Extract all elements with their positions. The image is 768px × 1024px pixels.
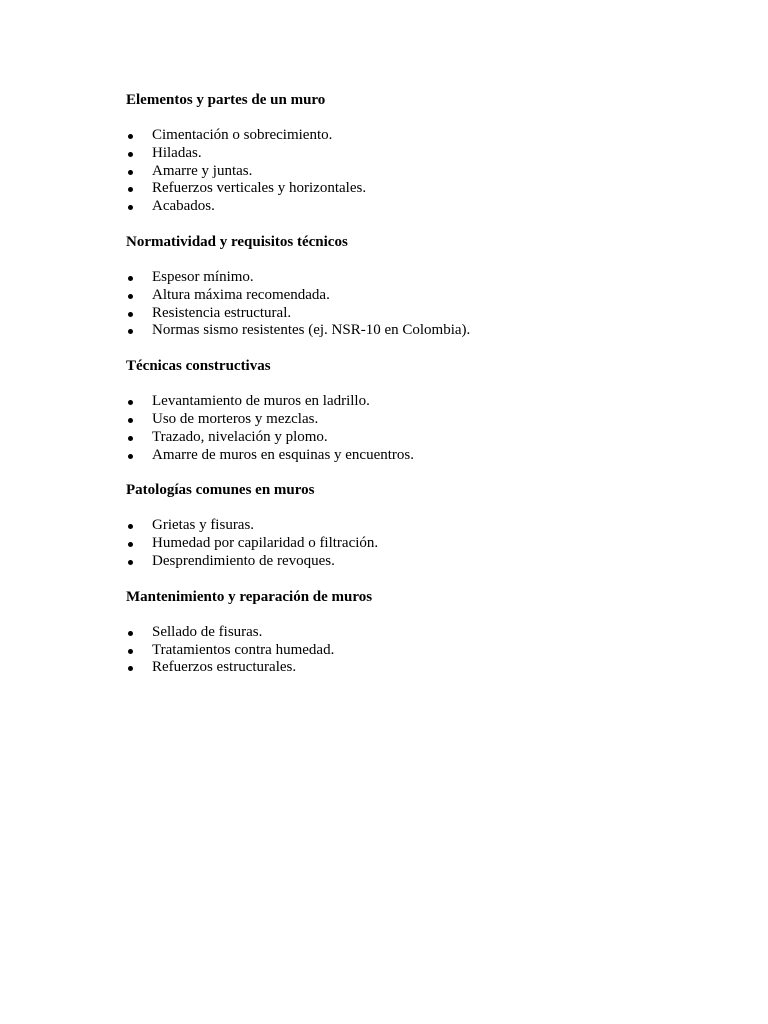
list-item-text: Normas sismo resistentes (ej. NSR-10 en Colombia). — [152, 322, 471, 339]
list-item-text: Acabados. — [152, 198, 215, 215]
list-item-text: Amarre de muros en esquinas y encuentros. — [152, 446, 415, 463]
bullet-icon — [128, 152, 133, 157]
list-item — [126, 180, 686, 198]
bullet-list — [126, 517, 686, 570]
list-item-text: Tratamientos contra humedad. — [152, 641, 335, 658]
list-item-text: Hiladas. — [152, 144, 202, 161]
list-item — [126, 447, 686, 465]
bullet-icon — [128, 560, 133, 565]
list-item-text: Altura máxima recomendada. — [152, 286, 330, 303]
list-item-text: Grietas y fisuras. — [152, 517, 255, 534]
bullet-icon — [128, 542, 133, 547]
section-patologias — [126, 481, 686, 570]
section-heading: Técnicas constructivas — [126, 358, 271, 375]
list-item — [126, 322, 686, 340]
list-item — [126, 659, 686, 677]
bullet-icon — [128, 666, 133, 671]
list-item-text: Refuerzos verticales y horizontales. — [152, 180, 367, 197]
bullet-icon — [128, 187, 133, 192]
list-item-text: Cimentación o sobrecimiento. — [152, 127, 333, 143]
list-item — [126, 393, 686, 411]
list-item-text: Uso de morteros y mezclas. — [152, 410, 319, 427]
section-heading: Mantenimiento y reparación de muros — [126, 588, 373, 605]
list-item-text: Trazado, nivelación y plomo. — [152, 428, 328, 445]
list-item — [126, 535, 686, 553]
list-item — [126, 145, 686, 163]
bullet-icon — [128, 631, 133, 636]
list-item-text: Espesor mínimo. — [152, 268, 254, 285]
bullet-icon — [128, 276, 133, 281]
list-item-text: Sellado de fisuras. — [152, 623, 263, 640]
list-item — [126, 642, 686, 660]
document-body — [126, 91, 686, 677]
section-normatividad — [126, 233, 686, 340]
list-item-text: Desprendimiento de revoques. — [152, 552, 335, 569]
bullet-list — [126, 624, 686, 677]
bullet-icon — [128, 294, 133, 299]
bullet-list — [126, 393, 686, 464]
list-item — [126, 287, 686, 305]
section-heading: Patologías comunes en muros — [126, 482, 315, 499]
list-item-text: Refuerzos estructurales. — [152, 659, 297, 676]
list-item — [126, 198, 686, 216]
bullet-icon — [128, 649, 133, 654]
section-heading: Normatividad y requisitos técnicos — [126, 233, 348, 250]
bullet-icon — [128, 454, 133, 459]
bullet-icon — [128, 524, 133, 529]
bullet-icon — [128, 400, 133, 405]
bullet-icon — [128, 418, 133, 423]
list-item — [126, 163, 686, 181]
list-item-text: Humedad por capilaridad o filtración. — [152, 535, 379, 552]
list-item — [126, 305, 686, 323]
bullet-list — [126, 127, 686, 216]
bullet-icon — [128, 312, 133, 317]
list-item-text: Resistencia estructural. — [152, 304, 292, 321]
bullet-icon — [128, 170, 133, 175]
list-item — [126, 624, 686, 642]
bullet-icon — [128, 436, 133, 441]
section-elementos — [126, 91, 686, 216]
list-item — [126, 269, 686, 287]
section-tecnicas — [126, 357, 686, 464]
section-mantenimiento — [126, 588, 686, 677]
list-item-text: Amarre y juntas. — [152, 162, 253, 179]
list-item — [126, 127, 686, 145]
list-item — [126, 517, 686, 535]
bullet-list — [126, 269, 686, 340]
bullet-icon — [128, 134, 133, 139]
bullet-icon — [128, 205, 133, 210]
section-heading: Elementos y partes de un muro — [126, 92, 326, 108]
list-item-text: Levantamiento de muros en ladrillo. — [152, 393, 370, 410]
list-item — [126, 553, 686, 571]
list-item — [126, 411, 686, 429]
bullet-icon — [128, 329, 133, 334]
list-item — [126, 429, 686, 447]
